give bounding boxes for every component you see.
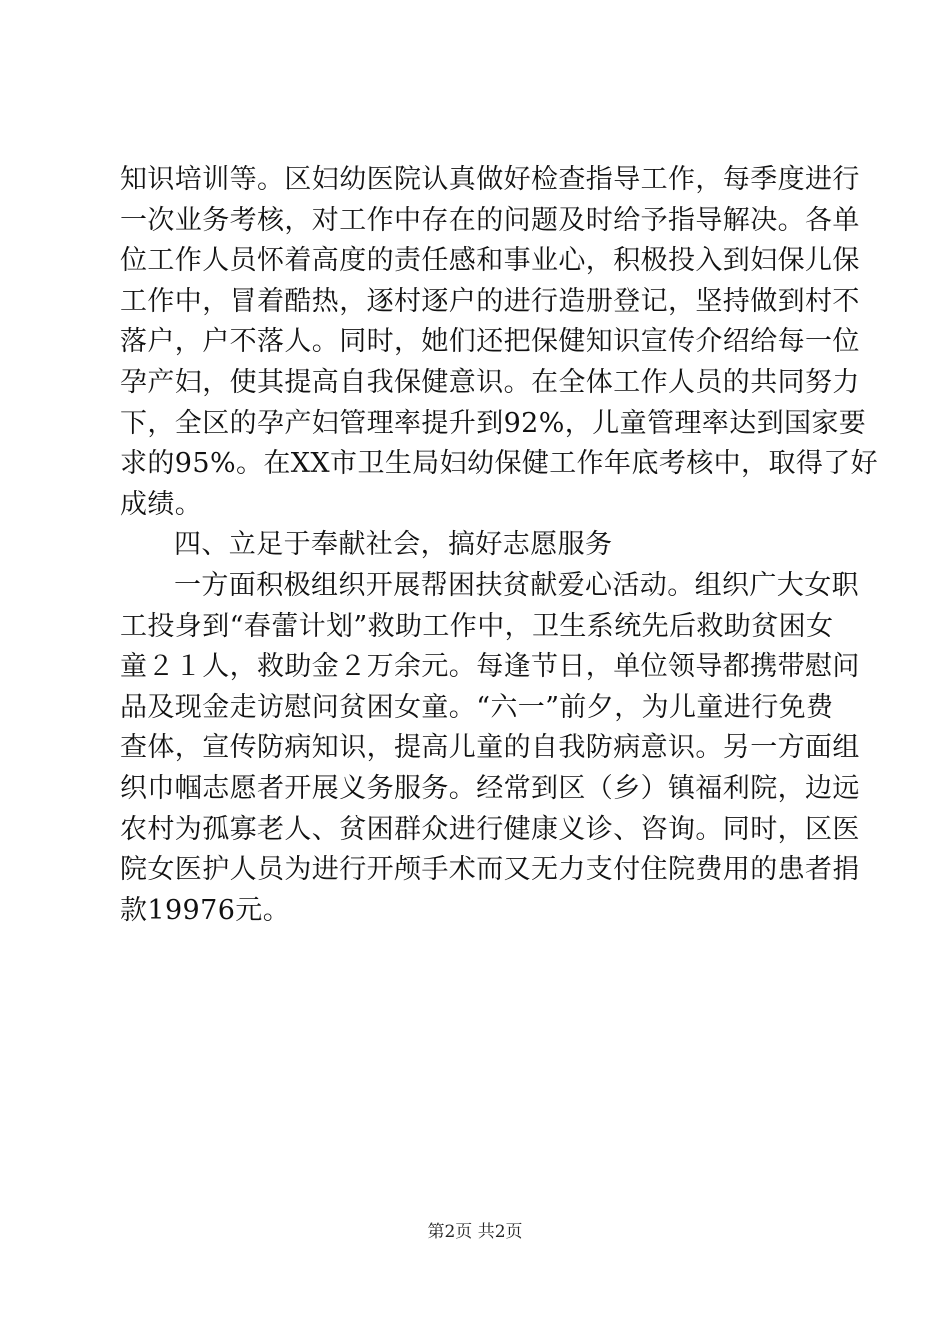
text-line: 求的95%。在XX市卫生局妇幼保健工作年底考核中，取得了好	[120, 448, 879, 480]
text-line: 成绩。	[120, 488, 203, 520]
text-line: 工投身到“春蕾计划”救助工作中，卫生系统先后救助贫困女	[120, 610, 834, 642]
text-line: 农村为孤寡老人、贫困群众进行健康义诊、咨询。同时，区医	[120, 813, 860, 845]
text-line: 织巾帼志愿者开展义务服务。经常到区（乡）镇福利院，边远	[120, 772, 860, 804]
page-footer: 第2页 共2页	[427, 1222, 523, 1242]
section-heading: 四、立足于奉献社会，搞好志愿服务	[174, 529, 613, 561]
text-line: 品及现金走访慰问贫困女童。“六一”前夕，为儿童进行免费	[120, 691, 834, 723]
text-line: 院女医护人员为进行开颅手术而又无力支付住院费用的患者捐	[120, 854, 860, 886]
text-line: 位工作人员怀着高度的责任感和事业心，积极投入到妇保儿保	[120, 245, 860, 277]
text-line: 童２１人，救助金２万余元。每逢节日，单位领导都携带慰问	[120, 651, 860, 683]
text-line: 下，全区的孕产妇管理率提升到92%，儿童管理率达到国家要	[120, 407, 867, 439]
text-line: 一次业务考核，对工作中存在的问题及时给予指导解决。各单	[120, 204, 860, 236]
text-line: 落户，户不落人。同时，她们还把保健知识宣传介绍给每一位	[120, 326, 860, 358]
text-line: 查体，宣传防病知识，提高儿童的自我防病意识。另一方面组	[120, 732, 860, 764]
text-line: 一方面积极组织开展帮困扶贫献爱心活动。组织广大女职	[174, 569, 859, 601]
text-line: 款19976元。	[120, 894, 291, 926]
document-body	[120, 160, 879, 931]
text-line: 知识培训等。区妇幼医院认真做好检查指导工作，每季度进行	[120, 164, 860, 195]
text-line: 孕产妇，使其提高自我保健意识。在全体工作人员的共同努力	[120, 366, 860, 398]
text-line: 工作中，冒着酷热，逐村逐户的进行造册登记，坚持做到村不	[120, 285, 860, 317]
